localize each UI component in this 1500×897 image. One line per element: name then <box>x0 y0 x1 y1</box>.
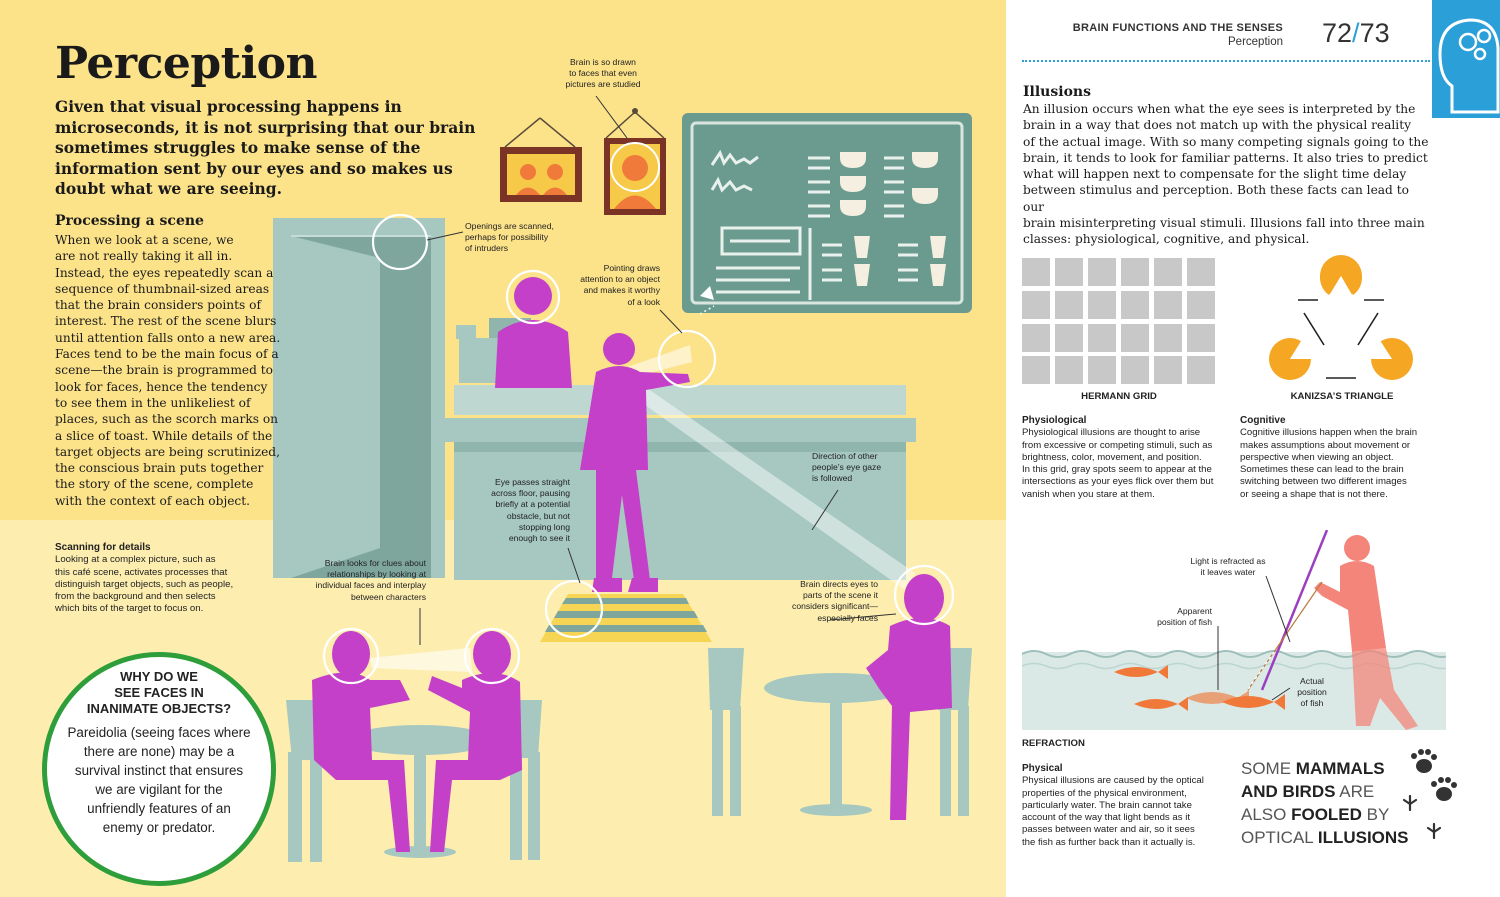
caption-line: and makes it worthy <box>583 285 660 296</box>
caption-line: Apparent <box>1177 606 1212 616</box>
physical-line: particularly water. The brain cannot take <box>1022 799 1192 811</box>
fact-highlight: FOOLED <box>1291 805 1362 824</box>
processing-line: the conscious brain puts together <box>55 461 264 476</box>
callout-answer-line: Pareidolia (seeing faces where <box>67 725 251 740</box>
brain-head-icon <box>1432 0 1500 118</box>
scanning-block <box>55 542 275 616</box>
processing-line: When we look at a scene, we <box>55 233 234 247</box>
picture-frame-couple <box>500 118 582 202</box>
processing-heading: Processing a scene <box>55 213 204 229</box>
illusions-line: brain, it tends to look for familiar patterns. It also tries to predict <box>1023 150 1428 165</box>
header-dotted-rule <box>1022 60 1430 62</box>
caption-faces <box>548 57 658 91</box>
illusions-line: An illusion occurs when what the eye sees is interpreted by the <box>1023 102 1416 116</box>
processing-line: scene—the brain is programmed to <box>55 363 274 378</box>
kanizsa-triangle <box>1268 255 1414 383</box>
caption-line: to faces that even <box>569 68 637 79</box>
physical-line: the fish as further back than it actually is. <box>1022 836 1196 848</box>
caption-line: pictures are studied <box>565 79 641 90</box>
caption-openings <box>465 221 575 255</box>
caption-gaze <box>812 451 892 485</box>
illusions-line: brain misinterpreting visual stimuli. Illusions fall into three main <box>1023 216 1425 231</box>
illusions-line: brain in a way that does not match up with the physical reality <box>1023 118 1411 133</box>
caption-line: Brain directs eyes to <box>800 579 878 589</box>
processing-body <box>55 232 285 509</box>
physical-line: passes between water and air, so it sees <box>1022 824 1195 836</box>
caption-line: Direction of other <box>812 451 878 461</box>
caption-line: Brain looks for clues about <box>324 558 426 568</box>
caption-line: across floor, pausing <box>491 488 570 499</box>
hermann-grid-label: HERMANN GRID <box>1081 391 1157 402</box>
refraction-label: REFRACTION <box>1022 738 1085 749</box>
caption-relationships <box>296 558 426 603</box>
caption-line: enough to see it <box>508 533 570 544</box>
page-title: Perception <box>55 38 318 89</box>
caption-line: Brain is so drawn <box>570 57 636 67</box>
caption-line: obstacle, but not <box>506 510 570 521</box>
cognitive-line: perspective when viewing an object. <box>1240 451 1394 463</box>
callout-answer-line: we are vigilant for the <box>95 782 223 797</box>
caption-directs <box>772 579 878 624</box>
kanizsa-triangle-label: KANIZSA’S TRIANGLE <box>1290 391 1394 402</box>
fact-text: ARE <box>1335 782 1375 801</box>
caption-line: attention to an object <box>580 274 660 285</box>
callout-question-line: SEE FACES IN <box>114 685 204 700</box>
cognitive-line: Sometimes these can lead to the brain <box>1240 464 1404 476</box>
processing-line: with the context of each object. <box>55 493 251 508</box>
caption-line: Actual <box>1300 676 1324 686</box>
cognitive-line: or seeing a shape that is not there. <box>1240 488 1388 500</box>
cognitive-block <box>1240 415 1440 501</box>
processing-line: are not really taking it all in. <box>55 249 233 264</box>
physical-line: properties of the physical environment, <box>1022 787 1187 799</box>
processing-line: places, such as the scorch marks on <box>55 412 279 427</box>
cognitive-line: Cognitive illusions happen when the brain <box>1240 427 1418 439</box>
physical-block <box>1022 763 1222 849</box>
chapter-tab <box>1432 0 1500 118</box>
scanning-line: this café scene, activates processes that <box>55 566 228 578</box>
chapter-heading: BRAIN FUNCTIONS AND THE SENSES <box>1072 22 1283 34</box>
caption-line: position <box>1297 687 1327 698</box>
illusions-line: of the actual image. With so many competing signals going to the <box>1023 134 1429 149</box>
fact-text: ALSO <box>1241 805 1292 824</box>
cognitive-line: switching between two different images <box>1240 476 1407 488</box>
caption-line: stopping long <box>518 521 570 532</box>
physiological-line: brightness, color, movement, and position. <box>1022 451 1202 463</box>
callout-answer-line: there are none) may be a <box>83 744 235 759</box>
caption-line: Pointing draws <box>603 263 660 273</box>
processing-line: a slice of toast. While details of the <box>55 428 273 443</box>
caption-line: is followed <box>812 473 853 484</box>
caption-line: Light is refracted as <box>1190 556 1266 566</box>
intro-paragraph: Given that visual processing happens in microseconds, it is not surprising that our brain sometimes struggles to make sense of the information sent by our eyes and so makes us doubt what we are seeing. <box>55 97 476 198</box>
caption-line: of fish <box>1300 698 1324 709</box>
caption-line: briefly at a potential <box>495 499 570 510</box>
door <box>273 218 445 578</box>
callout-question <box>67 669 251 717</box>
physiological-line: from excessive or competing stimuli, such as <box>1022 439 1213 451</box>
fact-highlight: AND BIRDS <box>1241 782 1336 801</box>
caption-pointing <box>560 263 660 308</box>
caption-actual <box>1292 676 1332 710</box>
page-number-separator: / <box>1352 18 1360 48</box>
pareidolia-callout <box>42 652 276 886</box>
scanning-line: from the background and then selects <box>55 591 216 603</box>
caption-line: individual faces and interplay <box>315 580 426 591</box>
physiological-block <box>1022 415 1232 501</box>
caption-line: Eye passes straight <box>495 477 570 487</box>
paw-print-icon <box>1411 749 1457 801</box>
processing-line: until attention falls onto a new area. <box>55 330 281 345</box>
fact-text: BY <box>1361 805 1390 824</box>
callout-answer-line: unfriendly features of an <box>87 801 231 816</box>
caption-line: people’s eye gaze <box>812 462 882 473</box>
physical-line: account of the way that light bends as it <box>1022 812 1190 824</box>
caption-floor <box>478 477 570 544</box>
callout-answer-line: survival instinct that ensures <box>74 763 244 778</box>
processing-line: Instead, the eyes repeatedly scan a <box>55 265 274 280</box>
processing-line: interest. The rest of the scene blurs <box>55 314 277 329</box>
bird-print-icon <box>1404 796 1440 838</box>
fact-highlight: MAMMALS <box>1295 759 1385 778</box>
caption-line: position of fish <box>1157 617 1212 628</box>
physiological-heading: Physiological <box>1022 415 1087 426</box>
fact-text: OPTICAL <box>1241 828 1318 847</box>
picture-frame-portrait <box>604 108 666 215</box>
physiological-line: In this grid, gray spots seem to appear at the <box>1022 464 1212 476</box>
caption-line: of intruders <box>465 243 508 254</box>
physiological-line: intersections as your eyes flick over them but <box>1022 476 1214 488</box>
illusions-body <box>1023 101 1433 248</box>
caption-line: Openings are scanned, <box>465 221 554 231</box>
fact-text: SOME <box>1241 759 1296 778</box>
physiological-line: Physiological illusions are thought to arise <box>1022 427 1201 439</box>
caption-line: perhaps for possibility <box>465 232 549 243</box>
processing-line: target objects are being scrutinized, <box>55 444 280 459</box>
processing-line: the story of the scene, complete <box>55 477 254 492</box>
callout-answer-line: enemy or predator. <box>102 820 216 835</box>
illusions-heading: Illusions <box>1023 84 1091 100</box>
caption-line: considers significant— <box>792 601 878 612</box>
caption-line: parts of the scene it <box>803 590 878 601</box>
caption-apparent <box>1140 606 1212 628</box>
cognitive-heading: Cognitive <box>1240 415 1286 426</box>
callout-question-line: WHY DO WE <box>120 669 198 684</box>
illusions-line: what will happen next to compensate for the slight time delay <box>1023 167 1407 182</box>
footprints-icon <box>1400 746 1460 846</box>
caption-refracted <box>1176 556 1280 578</box>
callout-question-line: INANIMATE OBJECTS? <box>86 701 232 716</box>
physical-heading: Physical <box>1022 763 1063 774</box>
processing-line: sequence of thumbnail-sized areas <box>55 281 270 296</box>
caption-line: it leaves water <box>1200 567 1256 578</box>
page-numbers <box>1322 18 1390 49</box>
scanning-line: which bits of the target to focus on. <box>55 603 204 615</box>
processing-line: Faces tend to be the main focus of a <box>55 347 279 362</box>
caption-line: especially faces <box>817 612 878 623</box>
caption-line: relationships by looking at <box>327 569 426 580</box>
physiological-line: vanish when you stare at them. <box>1022 488 1155 500</box>
caption-line: between characters <box>351 591 426 602</box>
processing-line: to see them in the unlikeliest of <box>55 395 251 410</box>
scanning-line: distinguish target objects, such as people, <box>55 578 234 590</box>
section-heading: Perception <box>1228 36 1283 48</box>
scanning-heading: Scanning for details <box>55 542 151 553</box>
fact-highlight: ILLUSIONS <box>1317 828 1409 847</box>
illusions-line: between stimulus and perception. Both these facts can lead to our <box>1023 183 1409 214</box>
scanning-line: Looking at a complex picture, such as <box>55 554 216 566</box>
illusions-line: classes: physiological, cognitive, and physical. <box>1023 232 1310 247</box>
menu-board <box>682 113 972 313</box>
physical-line: Physical illusions are caused by the optical <box>1022 775 1204 787</box>
cognitive-line: makes assumptions about movement or <box>1240 439 1411 451</box>
caption-line: of a look <box>627 296 660 307</box>
processing-line: look for faces, hence the tendency <box>55 379 268 394</box>
callout-answer <box>57 723 261 837</box>
page-number-right: 73 <box>1359 18 1390 48</box>
page-number-left: 72 <box>1322 18 1353 48</box>
processing-line: that the brain considers points of <box>55 298 262 313</box>
hermann-grid <box>1022 258 1216 384</box>
